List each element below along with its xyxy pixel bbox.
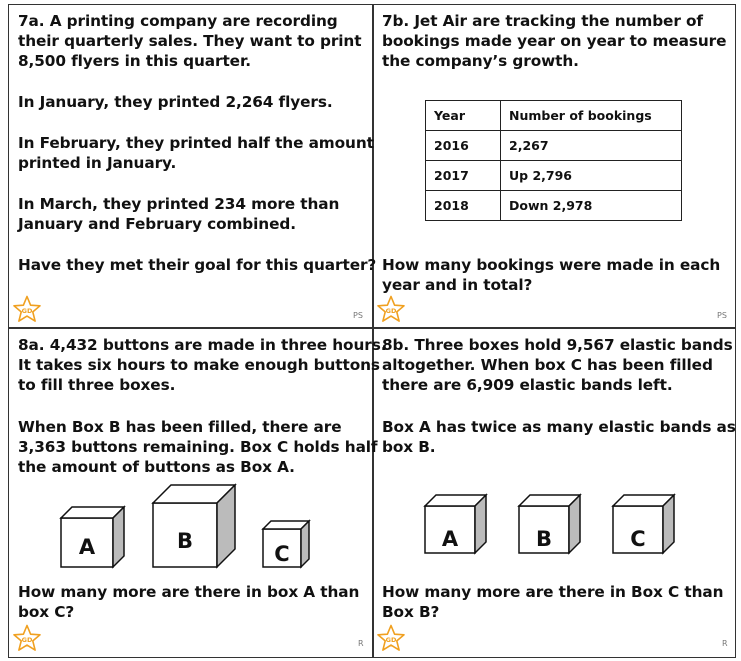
q7a-line-5: In February, they printed half the amount	[18, 134, 374, 152]
q7a-line-7: In March, they printed 234 more than	[18, 195, 340, 213]
box-a-label: A	[441, 527, 459, 551]
worksheet-grid	[8, 4, 736, 658]
question-7a-card	[9, 5, 377, 327]
q8a-line-4: When Box B has been filled, there are	[18, 418, 342, 436]
question-8a-card	[9, 329, 387, 659]
q7a-line-2: their quarterly sales. They want to print	[18, 32, 362, 50]
star-icon	[377, 295, 405, 323]
header-year: Year	[426, 101, 501, 131]
q7a-tag: PS	[353, 311, 363, 320]
q8a-line-2: It takes six hours to make enough buttons	[18, 356, 380, 374]
q7b-badge: GD	[385, 307, 397, 315]
q8b-badge: GD	[385, 636, 397, 644]
header-bookings: Number of bookings	[501, 101, 682, 131]
q7b-line-1: 7b. Jet Air are tracking the number of	[382, 12, 703, 30]
q8a-line-6: the amount of buttons as Box A.	[18, 458, 295, 476]
bookings-table	[425, 100, 682, 221]
q8a-badge: GD	[21, 636, 33, 644]
q8a-question-2: box C?	[18, 603, 75, 621]
q8b-line-3: there are 6,909 elastic bands left.	[382, 376, 673, 394]
q7b-line-2: bookings made year on year to measure	[382, 32, 727, 50]
box-a-label: A	[78, 535, 96, 559]
question-8b-card	[373, 329, 736, 659]
table-cell: 2,267	[501, 131, 682, 161]
q7a-line-9: Have they met their goal for this quarter?	[18, 256, 377, 274]
box-b-label: B	[176, 529, 193, 553]
q7a-line-4: In January, they printed 2,264 flyers.	[18, 93, 333, 111]
q8b-question-1: How many more are there in Box C than	[382, 583, 724, 601]
table-cell: 2017	[426, 161, 501, 191]
q8a-question-1: How many more are there in box A than	[18, 583, 360, 601]
q8a-tag: R	[358, 639, 364, 648]
table-row	[426, 131, 682, 161]
q7b-tag: PS	[717, 311, 727, 320]
q8a-line-3: to fill three boxes.	[18, 376, 176, 394]
q7a-line-3: 8,500 flyers in this quarter.	[18, 52, 251, 70]
star-icon	[13, 624, 41, 652]
q7a-badge: GD	[21, 307, 33, 315]
question-7b-card	[373, 5, 736, 327]
box-b-cube	[153, 485, 243, 569]
star-icon	[377, 624, 405, 652]
table-cell: Up 2,796	[501, 161, 682, 191]
q7a-line-6: printed in January.	[18, 154, 177, 172]
q7a-line-8: January and February combined.	[18, 215, 296, 233]
star-icon	[13, 295, 41, 323]
q8b-line-5: box B.	[382, 438, 436, 456]
table-cell: Down 2,978	[501, 191, 682, 221]
q7a-line-1: 7a. A printing company are recording	[18, 12, 338, 30]
table-row	[426, 191, 682, 221]
table-row	[426, 161, 682, 191]
q8a-line-1: 8a. 4,432 buttons are made in three hours.	[18, 336, 387, 354]
q7b-line-3: the company’s growth.	[382, 52, 579, 70]
table-cell: 2018	[426, 191, 501, 221]
box-c-label: C	[630, 527, 646, 551]
table-cell: 2016	[426, 131, 501, 161]
q7b-question-2: year and in total?	[382, 276, 533, 294]
box-b-label: B	[535, 527, 552, 551]
q8b-question-2: Box B?	[382, 603, 440, 621]
table-header-row	[426, 101, 682, 131]
q8b-line-2: altogether. When box C has been filled	[382, 356, 713, 374]
q7b-question-1: How many bookings were made in each	[382, 256, 721, 274]
q8a-line-5: 3,363 buttons remaining. Box C holds half	[18, 438, 378, 456]
q8b-line-1: 8b. Three boxes hold 9,567 elastic bands	[382, 336, 733, 354]
box-c-label: C	[274, 542, 290, 566]
q8b-tag: R	[722, 639, 728, 648]
q8b-line-4: Box A has twice as many elastic bands as	[382, 418, 736, 436]
